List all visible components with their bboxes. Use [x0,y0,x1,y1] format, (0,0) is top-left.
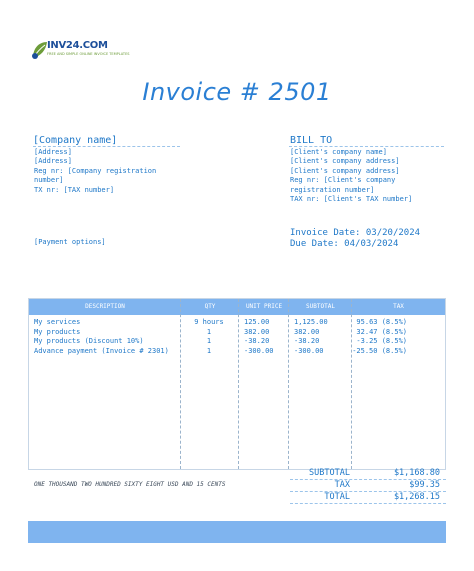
cell-tax: -25.50 (8.5%) [352,346,407,355]
header-tax: TAX [393,303,404,310]
cell-qty: 1 [206,346,212,355]
seller-tax-number: TX nr: [TAX number] [34,185,115,194]
cell-unit-price: 125.00 [244,318,270,326]
cell-unit-price: -38.20 [244,337,270,345]
table-row [29,328,445,338]
cell-description: My products [34,327,81,336]
logo-text: INV24.COM [47,40,108,51]
total-label: TOTAL [324,492,350,502]
table-row [29,318,445,328]
tax-value: $99.35 [409,480,440,490]
cell-tax: -3.25 (8.5%) [356,337,407,345]
invoice-date: Invoice Date: 03/20/2024 [290,228,421,238]
client-address-2: [Client's company address] [290,166,400,175]
payment-options: [Payment options] [34,238,106,246]
invoice-dates [290,228,420,249]
table-row [29,347,445,357]
subtotal-value: $1,168.80 [393,468,440,478]
cell-subtotal: -300.00 [294,346,324,355]
subtotal-row [290,468,446,479]
line-items-table [28,298,446,470]
cell-qty: 9 hours [194,318,224,326]
seller-details [34,148,184,195]
amount-in-words: ONE THOUSAND TWO HUNDRED SIXTY EIGHT USD AND 15 CENTS [34,481,226,488]
seller-reg-number: Reg nr: [Company registration number] [34,166,157,185]
subtotal-label: SUBTOTAL [309,468,350,478]
bill-to-heading: BILL TO [290,135,333,146]
due-date: Due Date: 04/03/2024 [290,238,399,249]
totals-block [290,468,446,504]
company-name: [Company name] [33,135,118,146]
inv24-logo [31,40,130,62]
cell-subtotal: 382.00 [294,327,320,336]
header-subtotal: SUBTOTAL [306,303,335,310]
client-address-1: [Client's company address] [290,157,400,166]
seller-divider [33,146,180,147]
totals-divider [290,503,446,504]
cell-unit-price: 382.00 [244,327,270,336]
cell-qty: 1 [206,327,212,336]
tax-row [290,480,446,491]
total-value: $1,268.15 [393,492,440,502]
header-unit-price: UNIT PRICE [245,303,283,310]
cell-unit-price: -300.00 [244,346,274,355]
invoice-title: Invoice # 2501 [142,78,332,106]
bill-to-divider [289,146,444,147]
client-details [290,148,444,204]
footer-bar [28,521,446,543]
header-qty: QTY [204,303,216,310]
cell-qty: 1 [206,337,212,345]
cell-tax: 95.63 (8.5%) [356,318,407,326]
total-row [290,492,446,503]
seller-address-1: [Address] [34,148,72,156]
seller-address-2: [Address] [34,157,72,166]
tax-label: TAX [334,480,350,490]
client-name: [Client's company name] [290,148,387,156]
table-row [29,337,445,347]
logo-tagline: FREE AND SIMPLE ONLINE INVOICE TEMPLATES [47,52,130,56]
cell-description: Advance payment (Invoice # 2301) [34,346,169,355]
header-description: DESCRIPTION [85,303,125,310]
cell-tax: 32.47 (8.5%) [356,327,407,336]
client-reg-number: Reg nr: [Client's company registration number] [290,176,396,194]
table-body [29,318,445,356]
cell-description: My products (Discount 10%) [34,337,144,345]
client-tax-number: TAX nr: [Client's TAX number] [290,195,413,204]
table-header [29,299,445,315]
cell-subtotal: 1,125.00 [294,318,328,326]
cell-subtotal: -38.20 [294,337,320,345]
cell-description: My services [34,318,81,326]
